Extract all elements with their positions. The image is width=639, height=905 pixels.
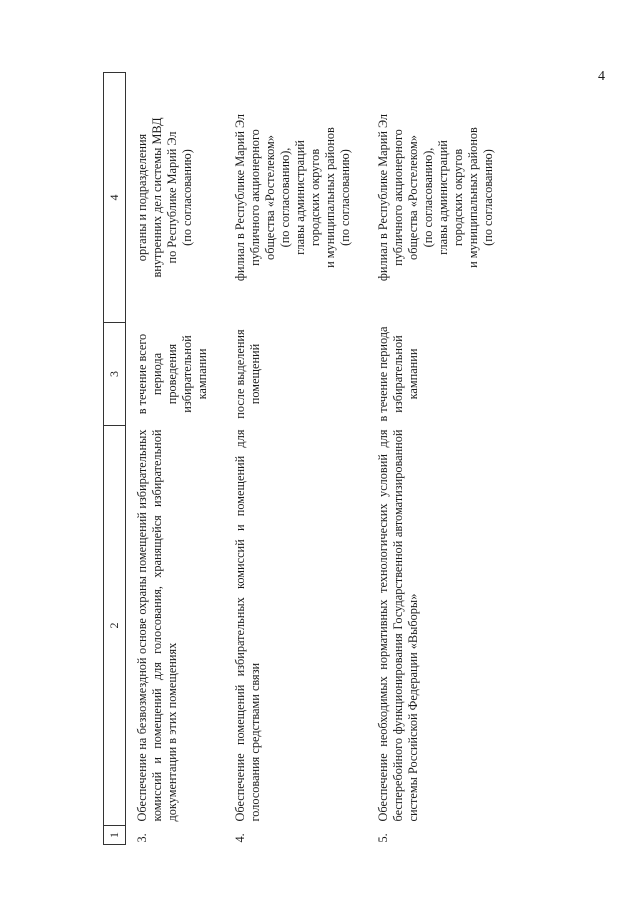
rotated-table-container bbox=[103, 73, 500, 845]
row-number: 4. bbox=[233, 833, 247, 843]
header-col-2: 2 bbox=[104, 426, 126, 826]
measure-description: Обеспечение необходимых нормативных технологических условий для бесперебойного функционирования Государственной автоматизированной системы Российской Федерации «Выборы» bbox=[376, 429, 420, 822]
table-row bbox=[224, 73, 367, 845]
measure-term: в течение периода избирательной кампании bbox=[376, 326, 420, 422]
header-col-3: 3 bbox=[104, 323, 126, 426]
page-number: 4 bbox=[598, 69, 605, 84]
header-col-4: 4 bbox=[104, 73, 126, 323]
measure-executor: органы и подразделения внутренних дел системы МВД по Республике Марий Эл (по согласованию) bbox=[135, 117, 194, 278]
measure-description: Обеспечение на безвозмездной основе охраны помещений избирательных комиссий и помещений для голосования, хранящейся избирательной документации в этих помещениях bbox=[135, 429, 179, 822]
measure-executor: филиал в Республике Марий Эл публичного акционерного общества «Ростелеком» (по согласованию), главы администраций городских округов и муниципальных районов (по согласованию) bbox=[376, 113, 495, 282]
measure-executor: филиал в Республике Марий Эл публичного акционерного общества «Ростелеком» (по согласованию), главы администраций городских округов и муниципальных районов (по согласованию) bbox=[233, 113, 352, 282]
header-col-1: 1 bbox=[104, 826, 126, 845]
row-number: 5. bbox=[376, 833, 390, 843]
measure-description: Обеспечение помещений избирательных комиссий и помещений для голосования средствами связи bbox=[233, 429, 262, 822]
measure-term: после выделения помещений bbox=[233, 329, 262, 419]
row-number: 3. bbox=[135, 833, 149, 843]
table-row bbox=[126, 73, 225, 845]
table-header-row bbox=[104, 73, 126, 845]
measures-table bbox=[103, 72, 500, 845]
measure-term: в течение всего периода проведения избирательной кампании bbox=[135, 333, 209, 415]
table-row bbox=[367, 73, 500, 845]
